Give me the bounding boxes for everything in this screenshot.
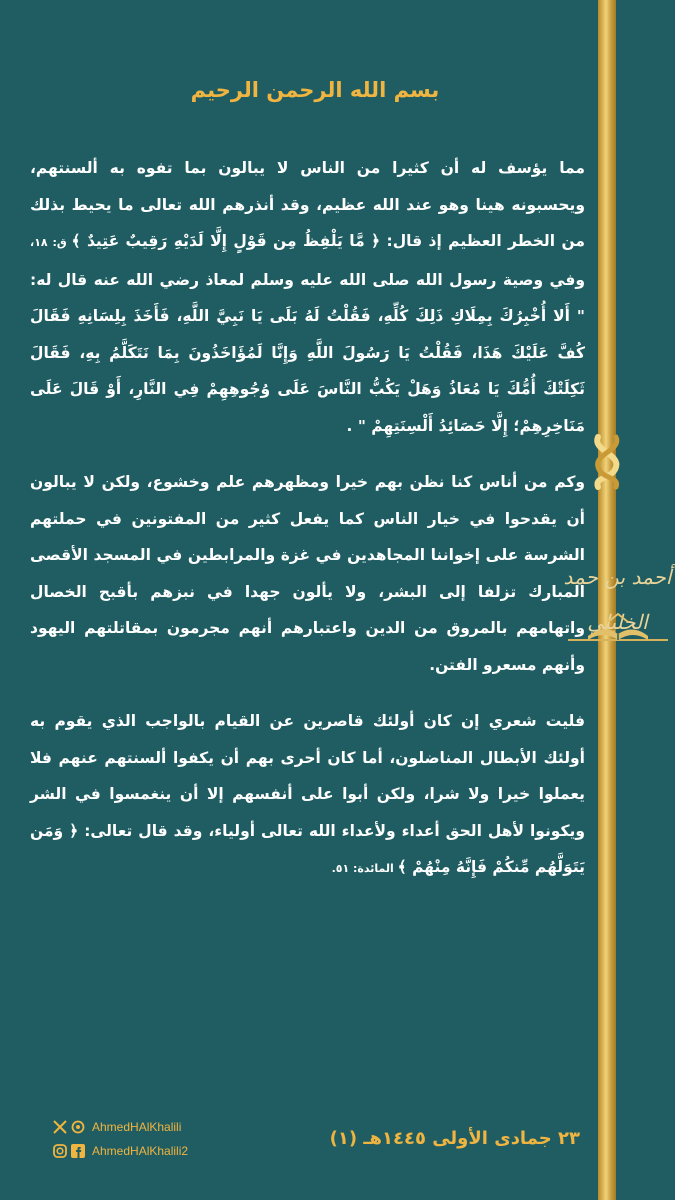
paragraph-1 [30, 150, 585, 444]
verse-reference-1: ق: ١٨، [30, 236, 72, 249]
article-body [30, 150, 585, 908]
social-row-2 [52, 1139, 242, 1163]
verse-reference-2: المائدة: ٥١. [331, 862, 398, 875]
rope-knot-ornament [590, 432, 624, 492]
facebook-icon[interactable] [70, 1144, 85, 1159]
instagram-icon[interactable] [52, 1144, 67, 1159]
social-handle-1[interactable]: AhmedHAlKhalili [92, 1120, 182, 1134]
signature: أحمد بن حمد الخليلي [563, 565, 672, 634]
hadith-quote: " أَلا أُخْبِرُكَ بِمِلَاكِ ذَلِكَ كُلِّهِ، فَقُلْتُ لَهُ بَلَى يَا نَبِيَّ اللَّهِ، فَأَخَذَ بِلِسَانِهِ فَقَالَ كُفَّ عَلَيْكَ هَذَا، فَقُلْتُ يَا رَسُولَ اللَّهِ وَإِنَّا لَمُؤَاخَذُونَ بِمَا نَتَكَلَّمُ بِهِ، فَقَالَ ثَكِلَتْكَ أُمُّكَ يَا مُعَاذُ وَهَلْ يَكُبُّ النَّاسَ عَلَى وُجُوهِهِمْ فِي النَّارِ، أَوْ قَالَ عَلَى مَنَاخِرِهِمْ؛ إِلَّا حَصَائِدُ أَلْسِنَتِهِمْ " . [30, 307, 585, 435]
social-row-1 [52, 1115, 242, 1139]
social-links [52, 1115, 242, 1165]
quran-verse-2: ﴿ وَمَن يَتَوَلَّهُم مِّنكُمْ فَإِنَّهُ مِنْهُمْ ﴾ [30, 821, 585, 876]
quran-verse-1: ﴿ مَّا يَلْفِظُ مِن قَوْلٍ إِلَّا لَدَيْهِ رَقِيبٌ عَتِيدٌ ﴾ [71, 232, 381, 250]
x-icon[interactable] [52, 1120, 67, 1135]
page-title: بسم الله الرحمن الرحيم [190, 78, 440, 102]
paragraph-1-text-a: مما يؤسف له أن كثيرا من الناس لا يبالون بما تفوه به ألسنتهم، ويحسبونه هينا وهو عند الله عظيم، وقد أنذرهم الله تعالى ما يحيط بذلك من الخطر العظيم إذ قال: [30, 159, 585, 250]
paragraph-3 [30, 703, 585, 888]
social-handle-2[interactable]: AhmedHAlKhalili2 [92, 1144, 189, 1158]
paragraph-3-text: فليت شعري إن كان أولئك قاصرين عن القيام بالواجب الذي يقوم به أولئك الأبطال المناضلون، أما كان أحرى بهم أن يكفوا ألسنتهم عنهم فلا يعملوا خيرا ولا شرا، ولكن أبوا على أنفسهم إلا أن ينغمسوا في الشر ويكونوا لأهل الحق أعداء ولأعداء الله تعالى أولياء، وقد قال تعالى: [30, 712, 585, 840]
paragraph-2: وكم من أناس كنا نظن بهم خيرا ومظهرهم علم وخشوع، ولكن لا يبالون أن يقدحوا في خيار الناس كما يفعل كثير من المفتونين في حملتهم الشرسة على إخواننا المجاهدين في غزة والمرابطين في المسجد الأقصى المبارك تزلفا إلى البشر، ولا يألون جهدا في نبزهم بأقبح الخصال واتهامهم بالمروق من الدين واعتبارهم أنهم مجرمون بمقاتلتهم اليهود وأنهم مسعرو الفتن. [30, 473, 585, 674]
footer-date: ٢٣ جمادى الأولى ١٤٤٥هـ (١) [329, 1128, 580, 1149]
paragraph-1-text-b: وفي وصية رسول الله صلى الله عليه وسلم لمعاذ رضي الله عنه قال له: [30, 270, 585, 289]
threads-icon[interactable] [70, 1120, 85, 1135]
